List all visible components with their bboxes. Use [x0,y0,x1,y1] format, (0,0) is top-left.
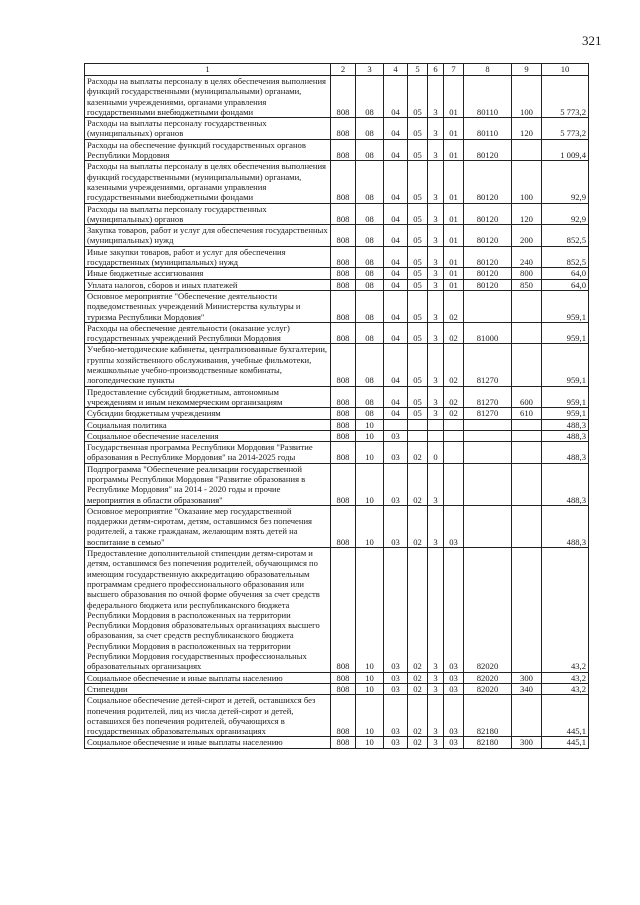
row-cell-col10: 488,3 [542,505,589,547]
row-cell-col8: 80110 [464,118,512,140]
row-cell-col5 [408,419,428,430]
row-cell-col3: 08 [356,290,384,322]
row-cell-col10: 92,9 [542,161,589,203]
row-cell-col2: 808 [331,408,356,419]
row-cell-col2: 808 [331,322,356,344]
row-cell-col5: 05 [408,268,428,279]
row-cell-col5: 05 [408,161,428,203]
row-cell-col5: 02 [408,672,428,683]
row-cell-col3: 08 [356,408,384,419]
row-description: Социальное обеспечение и иные выплаты населению [85,737,331,748]
row-cell-col8 [464,290,512,322]
table-row [85,118,589,140]
row-cell-col6: 3 [428,268,444,279]
row-cell-col9: 850 [512,279,542,290]
row-cell-col6: 3 [428,76,444,118]
table-row [85,279,589,290]
row-cell-col10: 5 773,2 [542,118,589,140]
row-cell-col7 [444,430,464,441]
column-header-4: 4 [384,64,408,76]
table-row [85,442,589,464]
row-cell-col3: 08 [356,322,384,344]
row-cell-col4: 04 [384,118,408,140]
row-cell-col10: 64,0 [542,279,589,290]
row-cell-col6: 3 [428,322,444,344]
row-cell-col4: 04 [384,322,408,344]
row-cell-col2: 808 [331,76,356,118]
row-cell-col3: 08 [356,279,384,290]
row-cell-col10: 852,5 [542,225,589,247]
table-row [85,344,589,386]
row-cell-col4: 04 [384,268,408,279]
row-cell-col3: 10 [356,430,384,441]
row-cell-col5: 05 [408,225,428,247]
row-cell-col6: 3 [428,290,444,322]
row-cell-col8: 82020 [464,683,512,694]
column-header-1: 1 [85,64,331,76]
row-cell-col4 [384,419,408,430]
row-cell-col3: 10 [356,505,384,547]
table-row [85,737,589,748]
row-cell-col7 [444,442,464,464]
row-cell-col9 [512,139,542,161]
table-row [85,225,589,247]
table-row [85,419,589,430]
row-cell-col7: 01 [444,225,464,247]
row-cell-col8 [464,442,512,464]
row-cell-col9: 800 [512,268,542,279]
row-cell-col6: 3 [428,672,444,683]
row-cell-col2: 808 [331,419,356,430]
row-cell-col7: 02 [444,408,464,419]
row-cell-col7 [444,463,464,505]
row-cell-col2: 808 [331,268,356,279]
row-description: Расходы на выплаты персоналу государственных (муниципальных) органов [85,203,331,225]
row-cell-col4: 03 [384,463,408,505]
row-cell-col10: 959,1 [542,290,589,322]
row-cell-col5: 02 [408,683,428,694]
row-cell-col4: 04 [384,290,408,322]
row-cell-col3: 10 [356,442,384,464]
row-cell-col7: 02 [444,290,464,322]
row-cell-col6 [428,430,444,441]
row-cell-col8: 80120 [464,279,512,290]
row-description: Социальное обеспечение населения [85,430,331,441]
row-cell-col10: 445,1 [542,737,589,748]
row-cell-col2: 808 [331,139,356,161]
row-cell-col8: 80120 [464,203,512,225]
row-cell-col4: 04 [384,203,408,225]
row-description: Социальная политика [85,419,331,430]
row-cell-col6: 3 [428,463,444,505]
row-cell-col2: 808 [331,290,356,322]
row-cell-col9 [512,505,542,547]
row-cell-col3: 08 [356,203,384,225]
row-cell-col9 [512,442,542,464]
row-cell-col9: 600 [512,386,542,408]
row-cell-col5: 02 [408,548,428,673]
row-cell-col3: 08 [356,161,384,203]
table-row [85,246,589,268]
row-cell-col4: 03 [384,442,408,464]
row-cell-col6: 3 [428,683,444,694]
row-description: Предоставление субсидий бюджетным, автономным учреждениям и иным некоммерческим организациям [85,386,331,408]
row-cell-col5: 02 [408,695,428,737]
row-cell-col7: 01 [444,118,464,140]
table-row [85,505,589,547]
row-cell-col3: 08 [356,386,384,408]
row-description: Расходы на обеспечение функций государственных органов Республики Мордовия [85,139,331,161]
row-cell-col9 [512,430,542,441]
row-cell-col5: 05 [408,203,428,225]
row-description: Иные бюджетные ассигнования [85,268,331,279]
row-cell-col10: 92,9 [542,203,589,225]
row-cell-col8 [464,505,512,547]
row-cell-col3: 10 [356,548,384,673]
row-cell-col2: 808 [331,463,356,505]
row-description: Предоставление дополнительной стипендии детям-сиротам и детям, оставшимся без попечения родителей, обучающимся по имеющим государственную аккредитацию образовательным программам среднего профессионального образования или высшего образования по очной форме обучения за счет средств федерального бюджета или республиканского бюджета Республики Мордовия в расположенных на территории Республики Мордовия образовательных организациях высшего образования, за счет средств республиканского бюджета Республики Мордовия в расположенных на территории Республики Мордовия государственных профессиональных образовательных организациях [85,548,331,673]
row-cell-col2: 808 [331,737,356,748]
row-cell-col10: 959,1 [542,408,589,419]
row-cell-col5: 05 [408,386,428,408]
column-header-3: 3 [356,64,384,76]
table-row [85,268,589,279]
row-cell-col3: 10 [356,463,384,505]
row-cell-col4: 03 [384,672,408,683]
row-cell-col7: 01 [444,139,464,161]
row-description: Расходы на выплаты персоналу в целях обеспечения выполнения функций государственными (муниципальными) органами, казенными учреждениями, органами управления государственными внебюджетными фондами [85,161,331,203]
row-cell-col8: 81270 [464,386,512,408]
row-cell-col5: 05 [408,344,428,386]
column-header-2: 2 [331,64,356,76]
row-cell-col8: 81270 [464,344,512,386]
row-cell-col2: 808 [331,386,356,408]
row-cell-col2: 808 [331,442,356,464]
row-cell-col10: 488,3 [542,430,589,441]
row-cell-col7: 01 [444,268,464,279]
row-cell-col4: 04 [384,344,408,386]
row-cell-col9: 610 [512,408,542,419]
row-cell-col8: 82020 [464,672,512,683]
row-description: Расходы на выплаты персоналу государственных (муниципальных) органов [85,118,331,140]
row-cell-col2: 808 [331,548,356,673]
row-description: Социальное обеспечение детей-сирот и детей, оставшихся без попечения родителей, лиц из числа детей-сирот и детей, оставшихся без попечения родителей, обучающихся в государственных образовательных организациях [85,695,331,737]
row-cell-col6: 3 [428,203,444,225]
row-cell-col6 [428,419,444,430]
row-cell-col9: 300 [512,672,542,683]
row-cell-col2: 808 [331,118,356,140]
row-cell-col5: 05 [408,322,428,344]
row-cell-col5: 05 [408,246,428,268]
row-cell-col7: 03 [444,737,464,748]
table-row [85,76,589,118]
row-cell-col9 [512,419,542,430]
table-row [85,430,589,441]
row-cell-col8: 81000 [464,322,512,344]
row-cell-col6: 3 [428,505,444,547]
row-cell-col4: 04 [384,408,408,419]
row-cell-col6: 3 [428,408,444,419]
row-cell-col8 [464,419,512,430]
row-cell-col10: 488,3 [542,419,589,430]
row-cell-col3: 08 [356,118,384,140]
row-cell-col8: 80120 [464,225,512,247]
row-cell-col5: 05 [408,76,428,118]
row-cell-col5: 02 [408,505,428,547]
row-cell-col3: 08 [356,268,384,279]
row-cell-col2: 808 [331,505,356,547]
row-cell-col3: 08 [356,246,384,268]
row-cell-col5: 02 [408,737,428,748]
row-cell-col5: 05 [408,139,428,161]
row-cell-col4: 03 [384,548,408,673]
row-cell-col6: 3 [428,161,444,203]
row-cell-col5: 05 [408,408,428,419]
row-cell-col7: 03 [444,695,464,737]
row-cell-col5: 05 [408,290,428,322]
row-cell-col7: 01 [444,161,464,203]
row-cell-col3: 10 [356,695,384,737]
row-cell-col9 [512,463,542,505]
row-description: Учебно-методические кабинеты, централизованные бухгалтерии, группы хозяйственного обслуживания, учебные фильмотеки, межшкольные учебно-производственные комбинаты, логопедические пункты [85,344,331,386]
row-cell-col7 [444,419,464,430]
column-header-8: 8 [464,64,512,76]
row-cell-col8: 80110 [464,76,512,118]
row-cell-col2: 808 [331,672,356,683]
row-cell-col9: 120 [512,203,542,225]
row-cell-col3: 08 [356,225,384,247]
row-cell-col9: 100 [512,161,542,203]
row-description: Подпрограмма "Обеспечение реализации государственной программы Республики Мордовия "Развитие образования в Республике Мордовия" на 2014 - 2020 годы и прочие мероприятия в области образования" [85,463,331,505]
row-cell-col10: 959,1 [542,322,589,344]
row-cell-col10: 445,1 [542,695,589,737]
row-description: Стипендии [85,683,331,694]
page-number: 321 [582,33,602,48]
row-description: Закупка товаров, работ и услуг для обеспечения государственных (муниципальных) нужд [85,225,331,247]
row-cell-col9 [512,290,542,322]
row-cell-col3: 08 [356,139,384,161]
row-cell-col4: 03 [384,505,408,547]
table-header-row [85,64,589,76]
row-cell-col3: 08 [356,76,384,118]
table-row [85,695,589,737]
row-cell-col7: 03 [444,548,464,673]
table-row [85,322,589,344]
table-row [85,139,589,161]
row-cell-col7: 03 [444,672,464,683]
row-cell-col7: 02 [444,344,464,386]
row-cell-col6: 3 [428,225,444,247]
row-cell-col6: 3 [428,548,444,673]
row-description: Иные закупки товаров, работ и услуг для обеспечения государственных (муниципальных) нужд [85,246,331,268]
row-cell-col2: 808 [331,246,356,268]
table-body [85,64,589,749]
column-header-7: 7 [444,64,464,76]
row-cell-col2: 808 [331,279,356,290]
row-cell-col2: 808 [331,430,356,441]
row-cell-col2: 808 [331,161,356,203]
row-description: Субсидии бюджетным учреждениям [85,408,331,419]
row-cell-col8: 80120 [464,161,512,203]
row-cell-col9: 340 [512,683,542,694]
row-cell-col4: 04 [384,386,408,408]
column-header-5: 5 [408,64,428,76]
row-cell-col9 [512,322,542,344]
row-cell-col3: 10 [356,419,384,430]
row-description: Уплата налогов, сборов и иных платежей [85,279,331,290]
row-description: Основное мероприятие "Оказание мер государственной поддержки детям-сиротам, детям, оставшимся без попечения родителей, а также гражданам, желающим взять детей на воспитание в семью" [85,505,331,547]
row-cell-col3: 10 [356,737,384,748]
row-cell-col6: 3 [428,246,444,268]
row-cell-col2: 808 [331,695,356,737]
row-cell-col6: 0 [428,442,444,464]
row-cell-col8 [464,463,512,505]
row-cell-col9 [512,344,542,386]
row-description: Основное мероприятие "Обеспечение деятельности подведомственных учреждений Министерства культуры и туризма Республики Мордовия" [85,290,331,322]
table-row [85,203,589,225]
row-cell-col4: 04 [384,139,408,161]
row-cell-col6: 3 [428,737,444,748]
row-cell-col10: 488,3 [542,442,589,464]
table-row [85,290,589,322]
row-description: Расходы на обеспечение деятельности (оказание услуг) государственных учреждений Республики Мордовия [85,322,331,344]
row-cell-col5: 05 [408,118,428,140]
row-cell-col5: 02 [408,463,428,505]
row-cell-col8: 82020 [464,548,512,673]
row-cell-col10: 959,1 [542,386,589,408]
row-cell-col5: 05 [408,279,428,290]
row-cell-col7: 03 [444,505,464,547]
row-cell-col6: 3 [428,386,444,408]
row-cell-col8: 82180 [464,737,512,748]
table-row [85,386,589,408]
row-cell-col5 [408,430,428,441]
row-cell-col6: 3 [428,118,444,140]
row-cell-col3: 10 [356,672,384,683]
row-cell-col9 [512,695,542,737]
row-cell-col10: 43,2 [542,683,589,694]
row-cell-col8: 80120 [464,139,512,161]
row-cell-col2: 808 [331,344,356,386]
table-row [85,463,589,505]
row-cell-col2: 808 [331,225,356,247]
row-cell-col10: 64,0 [542,268,589,279]
row-cell-col8: 80120 [464,268,512,279]
row-cell-col10: 1 009,4 [542,139,589,161]
row-cell-col9: 300 [512,737,542,748]
row-cell-col2: 808 [331,203,356,225]
row-cell-col4: 03 [384,695,408,737]
row-cell-col7: 01 [444,203,464,225]
row-description: Государственная программа Республики Мордовия "Развитие образования в Республике Мордовия" на 2014-2025 годы [85,442,331,464]
row-cell-col4: 03 [384,430,408,441]
row-cell-col4: 04 [384,279,408,290]
row-cell-col9: 200 [512,225,542,247]
table-row [85,548,589,673]
row-cell-col9 [512,548,542,673]
row-cell-col5: 02 [408,442,428,464]
row-cell-col3: 10 [356,683,384,694]
column-header-9: 9 [512,64,542,76]
row-cell-col6: 3 [428,344,444,386]
row-cell-col4: 04 [384,161,408,203]
row-cell-col7: 02 [444,386,464,408]
budget-table [84,63,589,749]
table-row [85,161,589,203]
row-cell-col6: 3 [428,695,444,737]
row-cell-col7: 01 [444,76,464,118]
row-cell-col8: 81270 [464,408,512,419]
row-cell-col8: 82180 [464,695,512,737]
row-description: Расходы на выплаты персоналу в целях обеспечения выполнения функций государственными (муниципальными) органами, казенными учреждениями, органами управления государственными внебюджетными фондами [85,76,331,118]
row-cell-col10: 5 773,2 [542,76,589,118]
row-cell-col10: 43,2 [542,548,589,673]
row-cell-col10: 959,1 [542,344,589,386]
table-row [85,672,589,683]
row-cell-col9: 120 [512,118,542,140]
row-cell-col8 [464,430,512,441]
column-header-6: 6 [428,64,444,76]
row-cell-col9: 100 [512,76,542,118]
table-row [85,408,589,419]
row-cell-col6: 3 [428,279,444,290]
row-cell-col4: 04 [384,225,408,247]
row-cell-col7: 01 [444,279,464,290]
row-cell-col10: 43,2 [542,672,589,683]
row-cell-col7: 03 [444,683,464,694]
row-cell-col2: 808 [331,683,356,694]
row-cell-col3: 08 [356,344,384,386]
row-cell-col4: 03 [384,683,408,694]
row-cell-col4: 04 [384,76,408,118]
row-cell-col10: 488,3 [542,463,589,505]
row-cell-col4: 04 [384,246,408,268]
row-cell-col7: 01 [444,246,464,268]
row-cell-col10: 852,5 [542,246,589,268]
row-cell-col7: 02 [444,322,464,344]
row-cell-col4: 03 [384,737,408,748]
table-row [85,683,589,694]
row-cell-col9: 240 [512,246,542,268]
row-cell-col6: 3 [428,139,444,161]
column-header-10: 10 [542,64,589,76]
row-description: Социальное обеспечение и иные выплаты населению [85,672,331,683]
row-cell-col8: 80120 [464,246,512,268]
